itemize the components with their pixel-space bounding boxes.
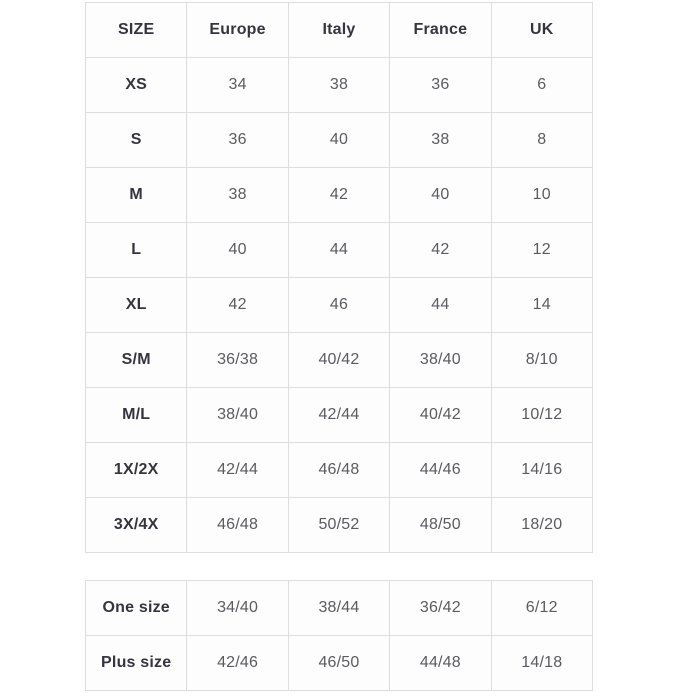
size-value-cell: 42 <box>390 223 491 278</box>
row-size-label: 1X/2X <box>86 443 187 498</box>
size-value-cell: 38/44 <box>288 581 389 636</box>
size-value-cell: 50/52 <box>288 498 389 553</box>
size-value-cell: 10/12 <box>491 388 592 443</box>
size-value-cell: 6/12 <box>491 581 592 636</box>
size-value-cell: 14 <box>491 278 592 333</box>
column-header: UK <box>491 3 592 58</box>
row-size-label: L <box>86 223 187 278</box>
row-size-label: XL <box>86 278 187 333</box>
size-value-cell: 42/44 <box>288 388 389 443</box>
column-header: France <box>390 3 491 58</box>
row-size-label: One size <box>86 581 187 636</box>
column-header: SIZE <box>86 3 187 58</box>
size-value-cell: 18/20 <box>491 498 592 553</box>
size-value-cell: 36/42 <box>390 581 491 636</box>
size-value-cell: 38 <box>187 168 288 223</box>
size-value-cell: 8 <box>491 113 592 168</box>
size-value-cell: 44 <box>288 223 389 278</box>
row-size-label: M <box>86 168 187 223</box>
table-row <box>86 58 593 113</box>
table-row <box>86 636 593 691</box>
size-value-cell: 38 <box>288 58 389 113</box>
size-value-cell: 44/46 <box>390 443 491 498</box>
size-value-cell: 12 <box>491 223 592 278</box>
size-value-cell: 44 <box>390 278 491 333</box>
size-value-cell: 38/40 <box>390 333 491 388</box>
size-value-cell: 42 <box>187 278 288 333</box>
row-size-label: XS <box>86 58 187 113</box>
table-row <box>86 581 593 636</box>
table-row <box>86 113 593 168</box>
row-size-label: 3X/4X <box>86 498 187 553</box>
size-value-cell: 42/44 <box>187 443 288 498</box>
column-header: Italy <box>288 3 389 58</box>
size-value-cell: 42/46 <box>187 636 288 691</box>
table-row <box>86 278 593 333</box>
size-value-cell: 46 <box>288 278 389 333</box>
column-header: Europe <box>187 3 288 58</box>
size-value-cell: 40/42 <box>390 388 491 443</box>
row-size-label: S/M <box>86 333 187 388</box>
size-value-cell: 14/16 <box>491 443 592 498</box>
table-row <box>86 443 593 498</box>
size-value-cell: 34/40 <box>187 581 288 636</box>
table-row <box>86 333 593 388</box>
size-value-cell: 44/48 <box>390 636 491 691</box>
size-value-cell: 40 <box>390 168 491 223</box>
size-value-cell: 10 <box>491 168 592 223</box>
size-value-cell: 38/40 <box>187 388 288 443</box>
size-value-cell: 36/38 <box>187 333 288 388</box>
size-value-cell: 36 <box>187 113 288 168</box>
table-row <box>86 168 593 223</box>
size-value-cell: 46/50 <box>288 636 389 691</box>
size-value-cell: 8/10 <box>491 333 592 388</box>
size-value-cell: 14/18 <box>491 636 592 691</box>
size-conversion-table-body <box>86 58 593 553</box>
special-sizes-table-body <box>86 581 593 691</box>
row-size-label: M/L <box>86 388 187 443</box>
table-row <box>86 223 593 278</box>
table-row <box>86 498 593 553</box>
special-sizes-table <box>85 580 593 691</box>
size-value-cell: 46/48 <box>187 498 288 553</box>
size-value-cell: 40 <box>288 113 389 168</box>
size-value-cell: 46/48 <box>288 443 389 498</box>
row-size-label: S <box>86 113 187 168</box>
size-value-cell: 34 <box>187 58 288 113</box>
size-conversion-table-header <box>86 3 593 58</box>
size-value-cell: 40 <box>187 223 288 278</box>
table-row <box>86 388 593 443</box>
size-value-cell: 6 <box>491 58 592 113</box>
row-size-label: Plus size <box>86 636 187 691</box>
size-value-cell: 36 <box>390 58 491 113</box>
size-value-cell: 40/42 <box>288 333 389 388</box>
size-value-cell: 38 <box>390 113 491 168</box>
header-row <box>86 3 593 58</box>
size-value-cell: 48/50 <box>390 498 491 553</box>
size-value-cell: 42 <box>288 168 389 223</box>
size-conversion-table <box>85 2 593 553</box>
